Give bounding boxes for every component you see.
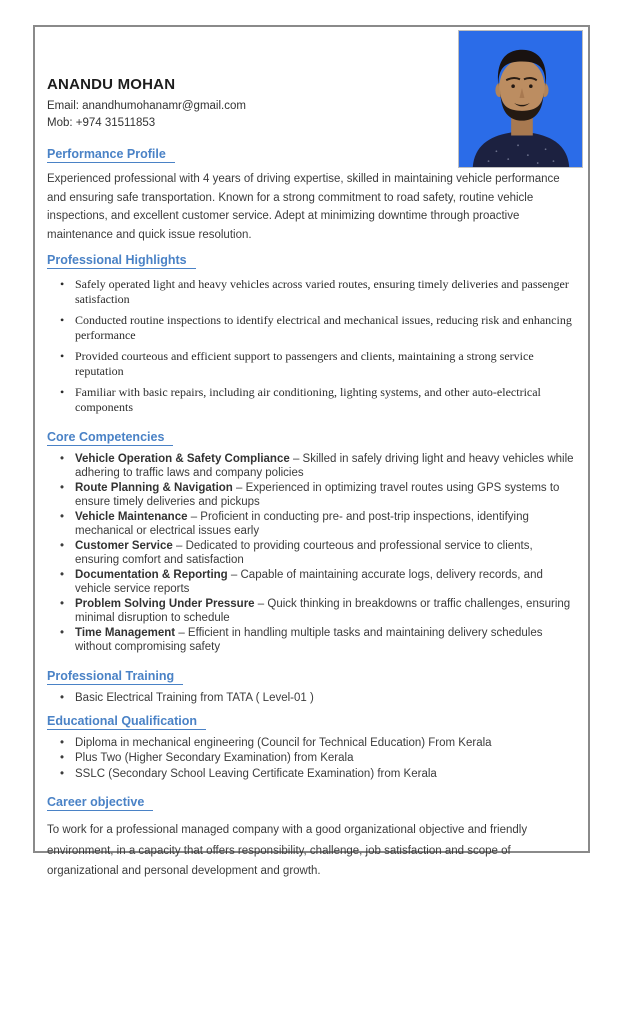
list-item-text: Basic Electrical Training from TATA ( Level-01 ) [75, 692, 314, 704]
list-item [47, 481, 579, 509]
list-item [47, 277, 579, 306]
competency-description: – Skilled in safely driving light and heavy vehicles while adhering to traffic laws and company policies [75, 453, 574, 479]
competency-description: – Experienced in optimizing travel routes using GPS systems to ensure timely deliveries and pickups [75, 482, 560, 508]
list-item-text: Plus Two (Higher Secondary Examination) from Kerala [75, 752, 354, 764]
competency-description: – Dedicated to providing courteous and professional service to clients, ensuring comfort and satisfaction [75, 540, 533, 566]
list-item [47, 539, 579, 567]
competency-title: Problem Solving Under Pressure [75, 598, 255, 610]
competency-title: Customer Service [75, 540, 173, 552]
list-item [47, 510, 579, 538]
competency-description: – Proficient in conducting pre- and post-trip inspections, identifying mechanical or electrical issues early [75, 511, 529, 537]
performance-profile-text: Experienced professional with 4 years of driving expertise, skilled in maintaining vehicle performance and ensuring safe transportation. Known for a strong commitment to road safety, routine vehicle inspections, and excellent customer service. Adept at minimizing downtime through proactive maintenance and quick issue resolution. [47, 173, 560, 241]
competency-description: – Efficient in handling multiple tasks and maintaining delivery schedules without compromising safety [75, 627, 543, 653]
professional-highlights-list [47, 277, 579, 414]
section-heading-performance-profile: Performance Profile [47, 147, 579, 163]
candidate-name: ANANDU MOHAN [47, 76, 176, 93]
competency-title: Vehicle Operation & Safety Compliance [75, 453, 290, 465]
list-item [47, 626, 579, 654]
competency-title: Documentation & Reporting [75, 569, 228, 581]
section-heading-core-competencies: Core Competencies [47, 430, 579, 446]
list-item [47, 349, 579, 378]
competency-title: Time Management [75, 627, 176, 639]
competency-description: – Capable of maintaining accurate logs, delivery records, and vehicle service reports [75, 569, 543, 595]
competency-description: – Quick thinking in breakdowns or traffic challenges, ensuring minimal disruption to schedule [75, 598, 571, 624]
list-item [47, 597, 579, 625]
list-item [47, 691, 579, 706]
educational-qualification-list [47, 736, 579, 782]
section-heading-educational-qualification: Educational Qualification [47, 714, 579, 730]
competency-title: Route Planning & Navigation [75, 482, 233, 494]
career-objective-text: To work for a professional managed company with a good organizational objective and friendly environment, in a capacity that offers responsibility, challenge, job satisfaction and scope of organizational and personal development and growth. [47, 824, 528, 877]
list-item [47, 452, 579, 480]
core-competencies-list [47, 452, 579, 654]
list-item [47, 767, 579, 782]
list-item-text: Diploma in mechanical engineering (Council for Technical Education) From Kerala [75, 736, 492, 749]
mobile-line: Mob: +974 31511853 [47, 117, 156, 129]
resume-content [47, 76, 579, 882]
list-item [47, 385, 579, 414]
list-item-text: Familiar with basic repairs, including air conditioning, lighting systems, and other auto-electrical components [75, 385, 541, 414]
list-item-text: SSLC (Secondary School Leaving Certificate Examination) from Kerala [75, 767, 437, 780]
list-item-text: Safely operated light and heavy vehicles across varied routes, ensuring timely deliveries and passenger satisfaction [75, 277, 569, 306]
section-heading-professional-training: Professional Training [47, 669, 579, 685]
list-item-text: Provided courteous and efficient support to passengers and clients, maintaining a strong service reputation [75, 349, 534, 378]
list-item [47, 568, 579, 596]
section-heading-career-objective: Career objective [47, 795, 579, 811]
list-item [47, 736, 579, 751]
list-item [47, 751, 579, 766]
section-heading-professional-highlights: Professional Highlights [47, 253, 579, 269]
list-item [47, 313, 579, 342]
list-item-text: Conducted routine inspections to identify electrical and mechanical issues, reducing risk and enhancing performance [75, 313, 572, 342]
competency-title: Vehicle Maintenance [75, 511, 188, 523]
professional-training-list [47, 691, 579, 706]
email-line: Email: anandhumohanamr@gmail.com [47, 100, 246, 112]
